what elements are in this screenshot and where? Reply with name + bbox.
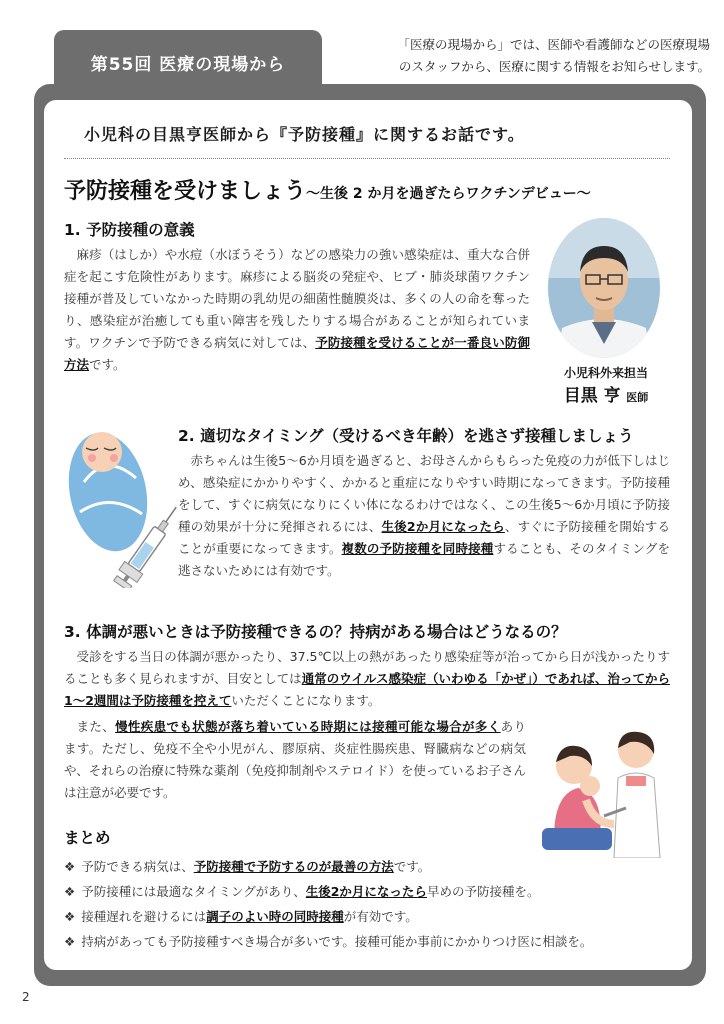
bullet-icon: ❖ (64, 884, 76, 899)
summary-item-text: 接種遅れを避けるには (81, 909, 207, 924)
summary-item-emphasis: 調子のよい時の同時接種 (206, 909, 344, 924)
section2-heading: 2. 適切なタイミング（受けるべき年齢）を逃さず接種しましょう (178, 427, 634, 445)
intro-line-1: 「医療の現場から」では、医師や看護師などの医療現場 (397, 37, 710, 52)
section2-mid: 、すぐに予防接種を開始することが重要になってきます。 (178, 519, 670, 556)
section3-heading: 3. 体調が悪いときは予防接種できるの？持病がある場合はどうなるの？ (64, 623, 567, 641)
section3-para1-tail: いただくことになります。 (231, 693, 381, 708)
series-tab-label: 第55回 医療の現場から (90, 55, 286, 75)
summary-item-emphasis: 予防接種で予防するのが最善の方法 (193, 859, 394, 874)
summary-item (64, 904, 684, 929)
main-title (64, 174, 684, 205)
summary-item-text: 予防接種には最適なタイミングがあり、 (81, 884, 306, 899)
section3-para2-head: また、 (76, 719, 116, 734)
article-body (44, 100, 692, 970)
doctor-role: 小児科外来担当 (563, 366, 648, 380)
section3-para1-emphasis: 通常のウイルス感染症（いわゆる「かぜ」）であれば、治ってから1～2週間は予防接種を控えて (64, 671, 670, 708)
section1-emphasis: 予防接種を受けることが一番良い防御方法 (64, 335, 530, 372)
vaccination-illustration (534, 728, 674, 858)
baby-syringe-illustration (66, 422, 186, 588)
section1-tail: です。 (89, 357, 126, 372)
section3-para2-emphasis: 慢性疾患でも状態が落ち着いている時期には接種可能な場合が多く (115, 719, 501, 734)
section3-para2 (64, 716, 526, 804)
section2-text (178, 450, 670, 582)
doctor-title: 医師 (626, 391, 649, 404)
summary-item-tail: です。 (393, 859, 431, 874)
intro-line-2: のスタッフから、医療に関する情報をお知らせします。 (398, 59, 710, 74)
summary-list (64, 854, 684, 954)
main-subtitle: ～生後 2 か月を過ぎたらワクチンデビュー～ (306, 186, 591, 202)
page-number: 2 (22, 990, 30, 1004)
doctor-photo (548, 218, 660, 358)
summary-item-emphasis: 生後2か月になったら (305, 884, 427, 899)
summary-item (64, 879, 684, 904)
bullet-icon: ❖ (64, 909, 76, 924)
doctor-name: 目黒 亨 (563, 386, 621, 406)
bullet-icon: ❖ (64, 934, 76, 949)
section2-emphasis-2: 複数の予防接種を同時接種 (341, 541, 494, 556)
dotted-divider (64, 158, 670, 159)
summary-item-tail: が有効です。 (343, 909, 418, 924)
section2-emphasis-1: 生後2か月になったら (381, 519, 505, 534)
section3-para2-tail: あります。ただし、免疫不全や小児がん、膠原病、炎症性腸疾患、腎臓病などの病気や、それらの治療に特殊な薬剤（免疫抑制剤やステロイド）を使っているお子さんは注意が必要です。 (64, 719, 526, 800)
summary-item-text: 予防できる病気は、 (81, 859, 194, 874)
summary-item-text: 持病があっても予防接種すべき場合が多いです。接種可能か事前にかかりつけ医に相談を。 (81, 934, 593, 949)
summary-heading: まとめ (64, 829, 111, 847)
section1-heading: 1. 予防接種の意義 (64, 221, 195, 239)
section3-para1-body: 受診をする当日の体調が悪かったり、37.5℃以上の熱があったり感染症等が治ってから日が浅かったりすることも多く見られますが、目安としては (64, 649, 670, 686)
section2-body: 赤ちゃんは生後5～6か月頃を過ぎると、お母さんからもらった免疫の力が低下しはじめ、感染症にかかりやすく、かかると重症になりやすい時期になってきます。予防接種をして、すぐに病気になりにくい体になるわけではなく、この生後5～6か月頃に予防接種の効果が十分に発揮されるには、 (178, 453, 670, 534)
section1-body: 麻疹（はしか）や水痘（水ぼうそう）などの感染力の強い感染症は、重大な合併症を起こす危険性があります。麻疹による脳炎の発症や、ヒブ・肺炎球菌ワクチン接種が普及していなかった時期の乳幼児の細菌性髄膜炎は、多くの人の命を奪ったり、感染症が治癒しても重い障害を残したりする場合があることが知られています。ワクチンで予防できる病気に対しては、 (64, 247, 530, 350)
lead-text: 小児科の目黒亨医師から『予防接種』に関するお話です。 (84, 125, 525, 144)
summary-item (64, 854, 684, 879)
section3-para1 (64, 646, 670, 712)
intro-text (334, 34, 710, 78)
summary-item-tail: 早めの予防接種を。 (426, 884, 540, 899)
section2-tail: することも、そのタイミングを逃さないためには有効です。 (178, 541, 670, 578)
main-title-text: 予防接種を受けましょう (64, 179, 307, 204)
doctor-caption (536, 364, 676, 406)
section1-text (64, 244, 530, 376)
bullet-icon: ❖ (64, 859, 76, 874)
summary-item (64, 929, 684, 954)
